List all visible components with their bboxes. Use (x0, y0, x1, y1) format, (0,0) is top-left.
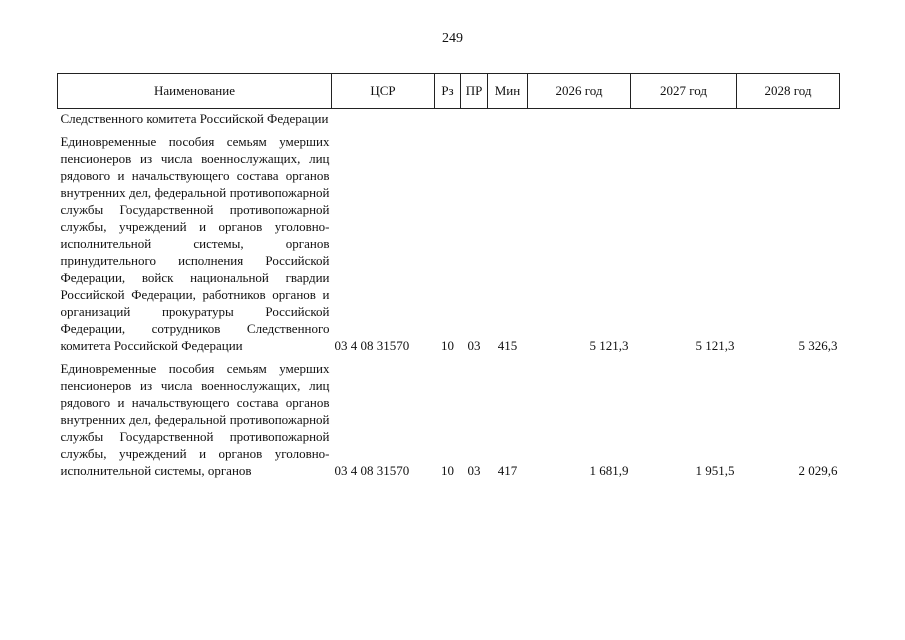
header-2026: 2026 год (528, 74, 631, 109)
row-2026: 1 681,9 (589, 463, 629, 478)
row-2027 (631, 109, 737, 128)
row-csr: 03 4 08 31570 (334, 463, 410, 478)
budget-table (57, 73, 840, 479)
row-name-text: Единовременные пособия семьям умерших пенсионеров из числа военнослужащих, лиц рядового и начальствующего состава органов внутренних дел, федеральной противопожарной службы Государственной противопожарной службы, учреждений и органов уголовно-исполнительной системы, органов принудительного исполнения Российской Федерации, войск национальной гвардии Российской Федерации, работников органов и организаций прокуратуры Российской Федерации, сотрудников Следственного комитета Российской Федерации (60, 134, 330, 353)
header-pr: ПР (461, 74, 488, 109)
table-body (58, 109, 840, 480)
row-rz (435, 109, 461, 128)
row-rz: 10 (441, 463, 454, 478)
row-name-text: Единовременные пособия семьям умерших пенсионеров из числа военнослужащих, лиц рядового и начальствующего состава органов внутренних дел, федеральной противопожарной службы Государственной противопожарной службы, учреждений и органов уголовно-исполнительной системы, органов (60, 361, 330, 478)
header-2027: 2027 год (631, 74, 737, 109)
row-csr: 03 4 08 31570 (334, 338, 410, 353)
page-number: 249 (442, 31, 463, 46)
row-2028 (737, 109, 840, 128)
row-rz: 10 (441, 338, 454, 353)
row-csr (332, 109, 435, 128)
header-min: Мин (488, 74, 528, 109)
table-row (58, 354, 840, 479)
row-name (58, 109, 332, 128)
row-2026 (528, 109, 631, 128)
header-rz: Рз (435, 74, 461, 109)
row-pr: 03 (467, 463, 481, 478)
row-min (488, 109, 528, 128)
row-2027: 1 951,5 (695, 463, 735, 478)
row-2027: 5 121,3 (695, 338, 735, 353)
header-2028: 2028 год (737, 74, 840, 109)
row-min: 417 (497, 463, 518, 478)
row-pr (461, 109, 488, 128)
row-name (58, 127, 332, 354)
row-min: 415 (497, 338, 518, 353)
header-name: Наименование (58, 74, 332, 109)
table-row (58, 109, 840, 128)
table-header (58, 74, 840, 109)
row-2026: 5 121,3 (589, 338, 629, 353)
row-pr: 03 (467, 338, 481, 353)
header-csr: ЦСР (332, 74, 435, 109)
row-name-text: Следственного комитета Российской Федерации (60, 111, 329, 126)
table-row (58, 127, 840, 354)
row-2028: 5 326,3 (798, 338, 838, 353)
row-name (58, 354, 332, 479)
header-row (58, 74, 840, 109)
row-2028: 2 029,6 (798, 463, 838, 478)
